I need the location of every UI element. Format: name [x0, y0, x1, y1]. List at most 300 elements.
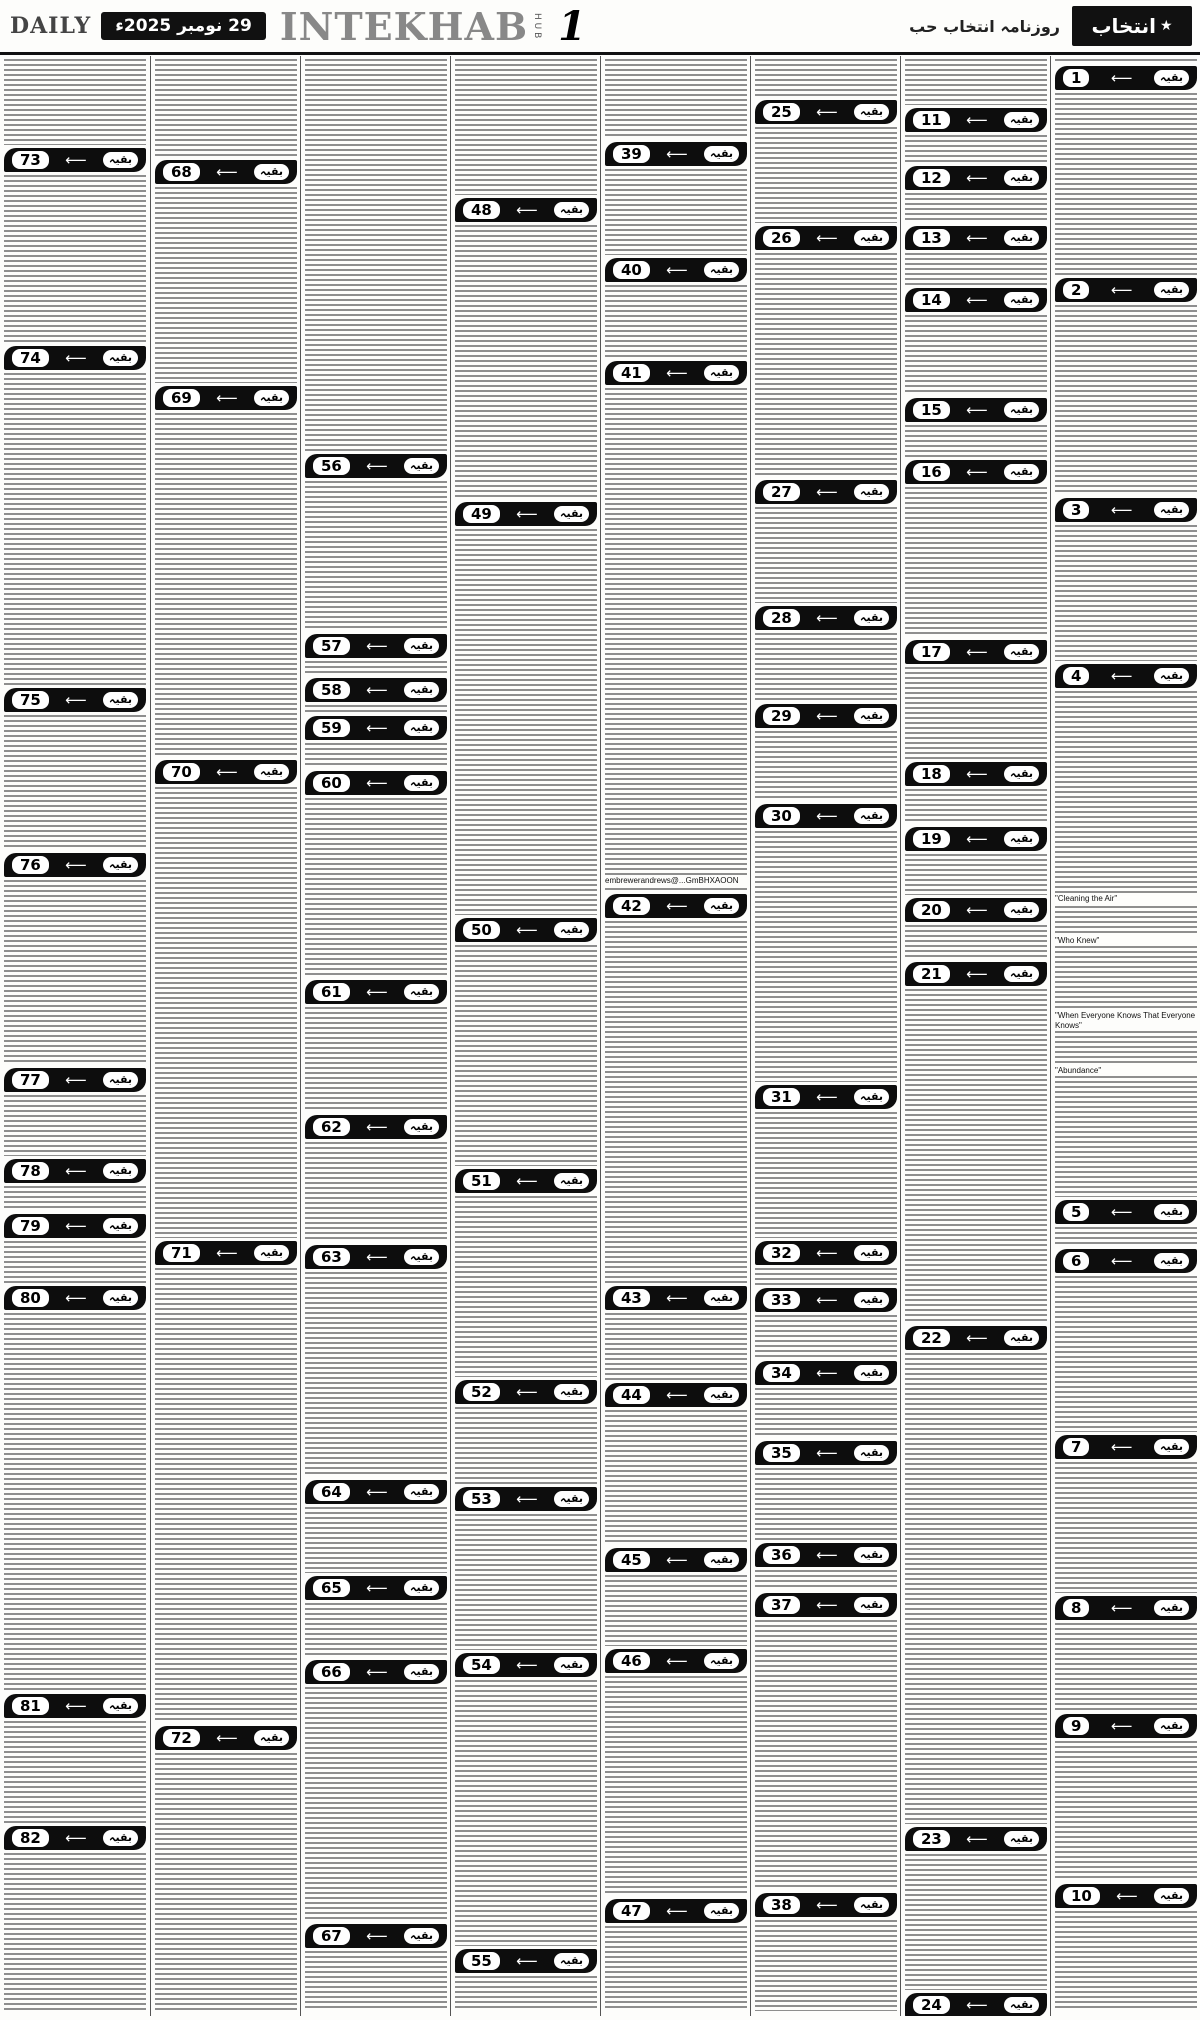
article-text-block	[755, 1570, 897, 1590]
continuation-number: 57	[313, 637, 350, 655]
arrow-left-icon: ⟵	[666, 145, 688, 163]
article-text-block	[4, 1186, 146, 1211]
arrow-left-icon: ⟵	[65, 1289, 87, 1307]
continuation-number: 51	[463, 1172, 500, 1190]
continued-label: بقیہ	[254, 1245, 289, 1261]
continuation-number: 73	[12, 151, 49, 169]
article-text-block	[755, 127, 897, 223]
arrow-left-icon: ⟵	[816, 1364, 838, 1382]
continuation-banner	[1055, 498, 1197, 522]
continuation-number: 20	[913, 901, 950, 919]
article-text-block	[905, 487, 1047, 637]
continuation-banner	[4, 688, 146, 712]
arrow-left-icon: ⟵	[65, 856, 87, 874]
continuation-number: 72	[163, 1729, 200, 1747]
continuation-number: 23	[913, 1830, 950, 1848]
article-text-block	[905, 1353, 1047, 1824]
article-text-block	[605, 59, 747, 139]
article-text-block	[755, 1112, 897, 1238]
col-8	[1050, 56, 1200, 2016]
continuation-number: 40	[613, 261, 650, 279]
arrow-left-icon: ⟵	[966, 291, 988, 309]
columns-container	[0, 56, 1200, 2020]
arrow-left-icon: ⟵	[966, 765, 988, 783]
continuation-banner	[605, 361, 747, 385]
article-text-block	[305, 798, 447, 977]
continued-label: بقیہ	[554, 922, 589, 938]
article-text-block	[905, 315, 1047, 395]
article-text-block	[1055, 1227, 1197, 1246]
arrow-left-icon: ⟵	[366, 457, 388, 475]
article-text-block	[305, 1142, 447, 1242]
continued-label: بقیہ	[1154, 1600, 1189, 1616]
arrow-left-icon: ⟵	[516, 1383, 538, 1401]
continuation-number: 8	[1063, 1599, 1089, 1617]
arrow-left-icon: ⟵	[65, 1071, 87, 1089]
continued-label: بقیہ	[1004, 112, 1039, 128]
continuation-banner	[755, 1593, 897, 1617]
continued-label: بقیہ	[1004, 766, 1039, 782]
continuation-banner	[455, 1380, 597, 1404]
newspaper-logo	[1072, 6, 1192, 46]
continuation-number: 58	[313, 681, 350, 699]
continued-label: بقیہ	[854, 230, 889, 246]
article-text-block	[905, 59, 1047, 105]
article-text-block	[4, 1241, 146, 1283]
arrow-left-icon: ⟵	[366, 983, 388, 1001]
arrow-left-icon: ⟵	[366, 719, 388, 737]
continued-label: بقیہ	[1154, 1439, 1189, 1455]
continuation-banner	[305, 634, 447, 658]
continuation-number: 27	[763, 483, 800, 501]
english-phrase-email: embrewerandrews@...GmBHXAOON	[605, 876, 747, 886]
arrow-left-icon: ⟵	[1110, 281, 1133, 299]
article-text-block	[905, 925, 1047, 959]
continuation-number: 80	[12, 1289, 49, 1307]
article-text-block	[305, 1603, 447, 1657]
continuation-banner	[155, 386, 297, 410]
continued-label: بقیہ	[854, 1547, 889, 1563]
continued-label: بقیہ	[1154, 502, 1189, 518]
continuation-banner	[755, 1241, 897, 1265]
continued-label: بقیہ	[103, 1290, 138, 1306]
continued-label: بقیہ	[103, 1163, 138, 1179]
continuation-banner	[905, 288, 1047, 312]
english-phrase-clearing: "Cleaning the Air"	[1055, 894, 1197, 904]
continued-label: بقیہ	[704, 1552, 739, 1568]
continuation-number: 18	[913, 765, 950, 783]
continued-label: بقیہ	[1004, 292, 1039, 308]
article-text-block	[455, 225, 597, 499]
continuation-banner	[755, 1893, 897, 1917]
article-text-block	[605, 285, 747, 358]
continued-label: بقیہ	[704, 146, 739, 162]
continuation-banner	[755, 1441, 897, 1465]
continuation-number: 13	[913, 229, 950, 247]
col-5	[600, 56, 751, 2016]
arrow-left-icon: ⟵	[966, 401, 988, 419]
continuation-number: 7	[1063, 1438, 1089, 1456]
arrow-left-icon: ⟵	[366, 1483, 388, 1501]
continued-label: بقیہ	[1004, 1330, 1039, 1346]
arrow-left-icon: ⟵	[216, 763, 238, 781]
article-text-block	[1055, 525, 1197, 661]
arrow-left-icon: ⟵	[516, 1490, 538, 1508]
continued-label: بقیہ	[103, 857, 138, 873]
continuation-number: 76	[12, 856, 49, 874]
continuation-banner	[755, 804, 897, 828]
continued-label: بقیہ	[103, 692, 138, 708]
continued-label: بقیہ	[854, 1245, 889, 1261]
continuation-number: 53	[463, 1490, 500, 1508]
continuation-number: 22	[913, 1329, 950, 1347]
edition-label: H U B	[532, 13, 543, 39]
star-icon: ★	[1160, 18, 1173, 34]
continuation-number: 68	[163, 163, 200, 181]
continuation-banner	[755, 480, 897, 504]
continuation-banner	[905, 827, 1047, 851]
continuation-banner	[455, 1169, 597, 1193]
continuation-number: 4	[1063, 667, 1089, 685]
arrow-left-icon: ⟵	[65, 1697, 87, 1715]
article-text-block	[455, 1976, 597, 2011]
continuation-banner	[4, 1214, 146, 1238]
continuation-banner	[905, 166, 1047, 190]
continuation-number: 1	[1063, 69, 1089, 87]
english-phrase-who-knew: "Who Knew"	[1055, 936, 1197, 946]
continued-label: بقیہ	[1004, 402, 1039, 418]
article-text-block	[305, 1507, 447, 1573]
continuation-banner	[455, 198, 597, 222]
continuation-banner	[4, 1826, 146, 1850]
article-text-block	[605, 1410, 747, 1545]
article-text-block	[755, 59, 897, 97]
continuation-number: 55	[463, 1952, 500, 1970]
article-text-block	[605, 1676, 747, 1896]
continuation-number: 39	[613, 145, 650, 163]
continuation-number: 54	[463, 1656, 500, 1674]
arrow-left-icon: ⟵	[65, 1829, 87, 1847]
article-text-block	[905, 425, 1047, 457]
article-text-block	[755, 1315, 897, 1358]
article-text-block	[155, 1753, 297, 2011]
continuation-number: 78	[12, 1162, 49, 1180]
continuation-banner	[905, 640, 1047, 664]
continuation-banner	[155, 1726, 297, 1750]
continuation-banner	[905, 226, 1047, 250]
continued-label: بقیہ	[404, 1664, 439, 1680]
continuation-banner	[1055, 1200, 1197, 1224]
continued-label: بقیہ	[1154, 1888, 1189, 1904]
continued-label: بقیہ	[1004, 1831, 1039, 1847]
continued-label: بقیہ	[704, 1903, 739, 1919]
arrow-left-icon: ⟵	[816, 1088, 838, 1106]
arrow-left-icon: ⟵	[516, 1656, 538, 1674]
continued-label: بقیہ	[854, 610, 889, 626]
continuation-number: 32	[763, 1244, 800, 1262]
arrow-left-icon: ⟵	[966, 463, 988, 481]
article-text-block	[905, 854, 1047, 895]
arrow-left-icon: ⟵	[65, 1217, 87, 1235]
urdu-title: روزنامہ انتخاب حب	[909, 16, 1060, 36]
continuation-number: 34	[763, 1364, 800, 1382]
continued-label: بقیہ	[854, 484, 889, 500]
article-text-block	[4, 1095, 146, 1156]
continuation-banner	[455, 502, 597, 526]
article-text-block	[305, 705, 447, 713]
arrow-left-icon: ⟵	[666, 897, 688, 915]
article-text-block	[305, 1007, 447, 1112]
continued-label: بقیہ	[404, 984, 439, 1000]
continued-label: بقیہ	[854, 1445, 889, 1461]
logo-text: انتخاب	[1091, 14, 1156, 38]
arrow-left-icon: ⟵	[366, 1579, 388, 1597]
col-3	[300, 56, 451, 2016]
continuation-number: 48	[463, 201, 500, 219]
article-text-block	[755, 1468, 897, 1540]
arrow-left-icon: ⟵	[366, 1663, 388, 1681]
daily-label: DAILY	[10, 13, 92, 39]
continuation-banner	[605, 258, 747, 282]
continuation-banner	[4, 346, 146, 370]
continued-label: بقیہ	[103, 152, 138, 168]
arrow-left-icon: ⟵	[816, 1896, 838, 1914]
article-text-block	[155, 1268, 297, 1723]
continuation-banner	[605, 1548, 747, 1572]
continued-label: بقیہ	[404, 1580, 439, 1596]
continued-label: بقیہ	[404, 682, 439, 698]
continuation-banner	[305, 1660, 447, 1684]
article-text-block	[1055, 1462, 1197, 1593]
arrow-left-icon: ⟵	[966, 643, 988, 661]
continued-label: بقیہ	[1004, 230, 1039, 246]
continued-label: بقیہ	[1154, 70, 1189, 86]
article-text-block	[605, 1926, 747, 2011]
continued-label: بقیہ	[854, 808, 889, 824]
continuation-banner	[455, 918, 597, 942]
continuation-banner	[305, 1245, 447, 1269]
continuation-number: 50	[463, 921, 500, 939]
continued-label: بقیہ	[554, 202, 589, 218]
article-text-block	[155, 187, 297, 383]
continuation-number: 42	[613, 897, 650, 915]
continued-label: بقیہ	[404, 638, 439, 654]
article-text-block	[605, 1313, 747, 1380]
arrow-left-icon: ⟵	[816, 1596, 838, 1614]
article-text-block	[1055, 1911, 1197, 2011]
continuation-banner	[4, 853, 146, 877]
continuation-number: 75	[12, 691, 49, 709]
continuation-number: 60	[313, 774, 350, 792]
arrow-left-icon: ⟵	[966, 965, 988, 983]
article-text-block	[1055, 59, 1197, 63]
article-text-block	[305, 481, 447, 631]
continuation-number: 79	[12, 1217, 49, 1235]
article-text-block	[305, 59, 447, 451]
arrow-left-icon: ⟵	[1110, 1438, 1133, 1456]
article-text-block	[755, 1620, 897, 1890]
continuation-number: 10	[1063, 1887, 1100, 1905]
continuation-number: 6	[1063, 1252, 1089, 1270]
continuation-banner	[905, 962, 1047, 986]
continuation-banner	[605, 894, 747, 918]
article-text-block	[905, 135, 1047, 163]
continuation-number: 30	[763, 807, 800, 825]
continuation-banner	[305, 1924, 447, 1948]
continued-label: بقیہ	[854, 1089, 889, 1105]
continuation-banner	[755, 1543, 897, 1567]
english-phrase-when-everyone: "When Everyone Knows That Everyone Knows"	[1055, 1011, 1196, 1030]
continued-label: بقیہ	[254, 764, 289, 780]
arrow-left-icon: ⟵	[366, 1927, 388, 1945]
col-2	[150, 56, 301, 2016]
continued-label: بقیہ	[554, 1953, 589, 1969]
article-text-block	[455, 1680, 597, 1946]
continuation-number: 24	[913, 1996, 950, 2014]
continued-label: بقیہ	[854, 1597, 889, 1613]
continuation-banner	[155, 160, 297, 184]
article-text-block	[4, 1721, 146, 1823]
article-text-block	[905, 989, 1047, 1323]
continuation-number: 16	[913, 463, 950, 481]
article-text-block	[755, 633, 897, 701]
continuation-banner	[455, 1487, 597, 1511]
arrow-left-icon: ⟵	[966, 901, 988, 919]
continuation-banner	[1055, 66, 1197, 90]
continuation-number: 17	[913, 643, 950, 661]
arrow-left-icon: ⟵	[816, 103, 838, 121]
continuation-number: 71	[163, 1244, 200, 1262]
continued-label: بقیہ	[254, 164, 289, 180]
continuation-number: 61	[313, 983, 350, 1001]
continued-label: بقیہ	[103, 1072, 138, 1088]
arrow-left-icon: ⟵	[366, 681, 388, 699]
continuation-number: 36	[763, 1546, 800, 1564]
continuation-number: 82	[12, 1829, 49, 1847]
article-text-block	[305, 1272, 447, 1477]
col-4	[450, 56, 601, 2016]
continuation-banner	[1055, 278, 1197, 302]
article-text-block	[455, 1407, 597, 1484]
continuation-banner	[905, 460, 1047, 484]
article-text-block	[455, 529, 597, 915]
arrow-left-icon: ⟵	[1110, 1203, 1133, 1221]
continuation-banner	[305, 716, 447, 740]
article-text-block	[155, 413, 297, 757]
arrow-left-icon: ⟵	[666, 364, 688, 382]
arrow-left-icon: ⟵	[816, 707, 838, 725]
continuation-number: 64	[313, 1483, 350, 1501]
continuation-number: 49	[463, 505, 500, 523]
continued-label: بقیہ	[1154, 1204, 1189, 1220]
arrow-left-icon: ⟵	[1110, 1252, 1133, 1270]
continued-label: بقیہ	[854, 1365, 889, 1381]
continuation-banner	[4, 1159, 146, 1183]
continued-label: بقیہ	[554, 1384, 589, 1400]
continued-label: بقیہ	[1154, 1718, 1189, 1734]
arrow-left-icon: ⟵	[816, 483, 838, 501]
continuation-banner	[905, 398, 1047, 422]
continuation-banner	[905, 1993, 1047, 2016]
arrow-left-icon: ⟵	[966, 169, 988, 187]
continuation-banner	[1055, 1884, 1197, 1908]
continuation-banner	[905, 762, 1047, 786]
continued-label: بقیہ	[704, 1290, 739, 1306]
continuation-number: 21	[913, 965, 950, 983]
article-text-block	[155, 787, 297, 1238]
continuation-number: 14	[913, 291, 950, 309]
continuation-number: 33	[763, 1291, 800, 1309]
article-text-block	[905, 193, 1047, 223]
arrow-left-icon: ⟵	[216, 1729, 238, 1747]
continued-label: بقیہ	[554, 1657, 589, 1673]
continuation-banner	[305, 1576, 447, 1600]
article-text-block	[1055, 1276, 1197, 1432]
article-text-block	[605, 169, 747, 255]
continuation-number: 44	[613, 1386, 650, 1404]
article-text-block	[4, 175, 146, 343]
continued-label: بقیہ	[404, 775, 439, 791]
english-phrase-abundance: "Abundance"	[1055, 1066, 1197, 1076]
continued-label: بقیہ	[254, 1730, 289, 1746]
continued-label: بقیہ	[103, 1218, 138, 1234]
article-text-block	[905, 1854, 1047, 1990]
article-text-block	[905, 253, 1047, 285]
continuation-number: 46	[613, 1652, 650, 1670]
arrow-left-icon: ⟵	[516, 1952, 538, 1970]
continuation-number: 3	[1063, 501, 1089, 519]
continuation-banner	[755, 1085, 897, 1109]
article-text-block	[1055, 1741, 1197, 1881]
article-text-block	[4, 1853, 146, 2011]
continuation-banner	[905, 1827, 1047, 1851]
arrow-left-icon: ⟵	[516, 201, 538, 219]
arrow-left-icon: ⟵	[216, 1244, 238, 1262]
col-6	[750, 56, 901, 2016]
continuation-banner	[1055, 1596, 1197, 1620]
arrow-left-icon: ⟵	[816, 1546, 838, 1564]
continuation-number: 70	[163, 763, 200, 781]
continuation-number: 38	[763, 1896, 800, 1914]
continuation-banner	[1055, 1435, 1197, 1459]
arrow-left-icon: ⟵	[366, 1248, 388, 1266]
arrow-left-icon: ⟵	[816, 1444, 838, 1462]
continuation-banner	[4, 1068, 146, 1092]
continued-label: بقیہ	[554, 1491, 589, 1507]
arrow-left-icon: ⟵	[65, 151, 87, 169]
article-text-block	[1055, 93, 1197, 275]
article-text-block	[605, 921, 747, 1283]
continued-label: بقیہ	[704, 898, 739, 914]
continuation-banner	[755, 1361, 897, 1385]
continuation-number: 11	[913, 111, 950, 129]
continuation-banner	[4, 148, 146, 172]
arrow-left-icon: ⟵	[1110, 69, 1133, 87]
continuation-banner	[605, 142, 747, 166]
continuation-banner	[305, 454, 447, 478]
continuation-banner	[905, 108, 1047, 132]
arrow-left-icon: ⟵	[966, 111, 988, 129]
continuation-banner	[755, 226, 897, 250]
continuation-banner	[305, 1480, 447, 1504]
article-text-block	[755, 831, 897, 1082]
article-text-block	[4, 59, 146, 145]
continuation-number: 28	[763, 609, 800, 627]
continued-label: بقیہ	[1004, 644, 1039, 660]
arrow-left-icon: ⟵	[966, 830, 988, 848]
continuation-banner	[305, 1115, 447, 1139]
continued-label: بقیہ	[1004, 170, 1039, 186]
